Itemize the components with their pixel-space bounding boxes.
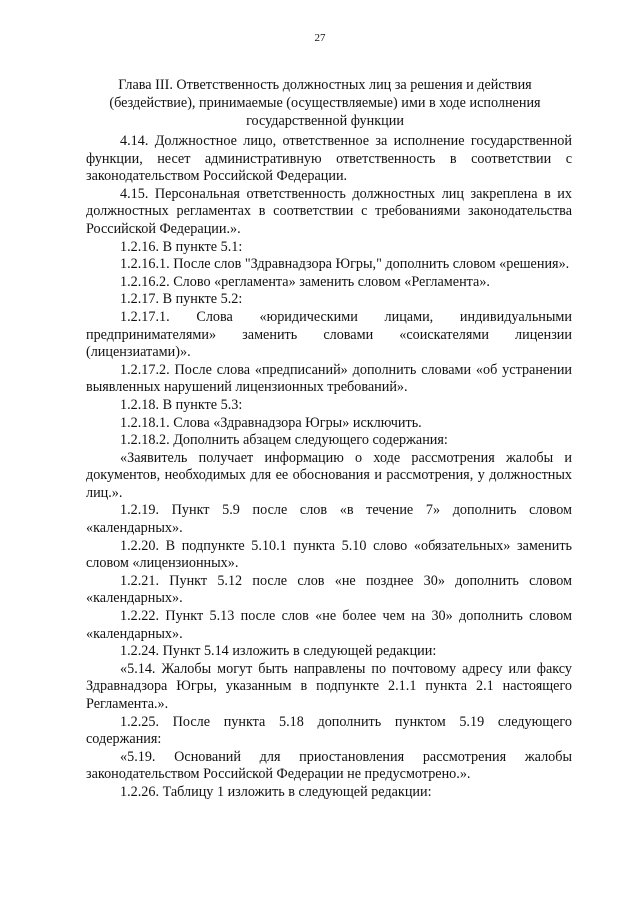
paragraph-1-2-16: 1.2.16. В пункте 5.1: xyxy=(120,238,243,255)
paragraph-1-2-18: 1.2.18. В пункте 5.3: xyxy=(120,396,243,413)
paragraph-1-2-17-2: 1.2.17.2. После слова «предписаний» дополнить словами «об устранении выявленных нарушений лицензионных требований». xyxy=(86,361,572,396)
paragraph-quote-5-19: «5.19. Оснований для приостановления рассмотрения жалобы законодательством Российской Федерации не предусмотрено.». xyxy=(86,748,572,783)
paragraph-1-2-19: 1.2.19. Пункт 5.9 после слов «в течение 7» дополнить словом «календарных». xyxy=(86,502,572,537)
paragraph-4-15: 4.15. Персональная ответственность должностных лиц закреплена в их должностных регламентах в соответствии с требованиями законодательства Российской Федерации.». xyxy=(86,185,572,237)
paragraph-1-2-22: 1.2.22. Пункт 5.13 после слов «не более чем на 30» дополнить словом «календарных». xyxy=(86,608,572,642)
paragraph-quote-applicant: «Заявитель получает информацию о ходе рассмотрения жалобы и документов, необходимых для ее обоснования и рассмотрения, у должностных лиц.». xyxy=(86,449,572,501)
page-number: 27 xyxy=(314,32,326,44)
paragraph-1-2-18-1: 1.2.18.1. Слова «Здравнадзора Югры» исключить. xyxy=(120,414,422,431)
paragraph-quote-5-14: «5.14. Жалобы могут быть направлены по почтовому адресу или факсу Здравнадзора Югры, указанным в подпункте 2.1.1 пункта 2.1 настоящего Регламента.». xyxy=(86,660,572,712)
paragraph-1-2-20: 1.2.20. В подпункте 5.10.1 пункта 5.10 слово «обязательных» заменить словом «лицензионных». xyxy=(86,537,572,572)
paragraph-1-2-17: 1.2.17. В пункте 5.2: xyxy=(120,291,243,308)
paragraph-1-2-18-2: 1.2.18.2. Дополнить абзацем следующего содержания: xyxy=(120,432,448,449)
paragraph-4-14: 4.14. Должностное лицо, ответственное за исполнение государственной функции, несет административную ответственность в соответствии с законодательством Российской Федерации. xyxy=(86,133,572,185)
paragraph-1-2-16-2: 1.2.16.2. Слово «регламента» заменить словом «Регламента». xyxy=(120,273,490,290)
document-body xyxy=(86,133,572,802)
paragraph-1-2-25: 1.2.25. После пункта 5.18 дополнить пунктом 5.19 следующего содержания: xyxy=(86,713,572,748)
paragraph-1-2-17-1: 1.2.17.1. Слова «юридическими лицами, индивидуальными предпринимателями» заменить словами «соискателями лицензии (лицензиатами)». xyxy=(86,308,572,361)
paragraph-1-2-21: 1.2.21. Пункт 5.12 после слов «не позднее 30» дополнить словом «календарных». xyxy=(86,572,572,607)
paragraph-1-2-26: 1.2.26. Таблицу 1 изложить в следующей редакции: xyxy=(120,783,432,800)
paragraph-1-2-24: 1.2.24. Пункт 5.14 изложить в следующей редакции: xyxy=(120,643,437,660)
paragraph-1-2-16-1: 1.2.16.1. После слов "Здравнадзора Югры," дополнить словом «решения». xyxy=(120,256,570,273)
chapter-title: Глава III. Ответственность должностных лиц за решения и действия (бездействие), принимаемые (осуществляемые) ими в ходе исполнения государственной функции xyxy=(109,77,541,129)
